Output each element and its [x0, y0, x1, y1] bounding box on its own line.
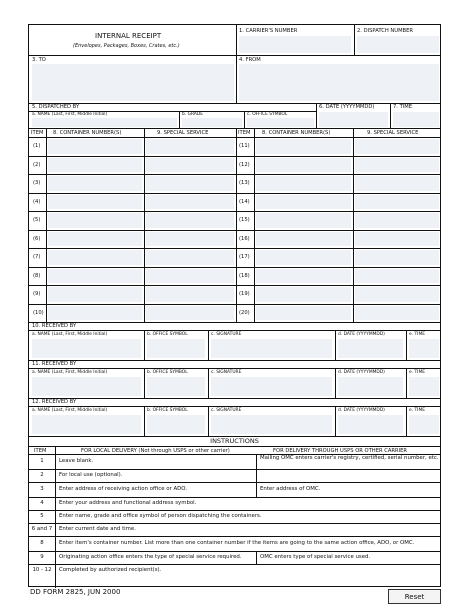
item-number-right: (13) [239, 180, 250, 186]
special-service-field-left[interactable] [146, 232, 234, 247]
item-number-left: (5) [33, 217, 41, 223]
instruction-text: Enter your address and functional address symbol. [59, 500, 197, 507]
special-service-field-left[interactable] [146, 213, 234, 228]
instruction-text: Enter current date and time. [59, 526, 136, 533]
item-number-left: (9) [33, 291, 41, 297]
dispatcher-office-label: c. OFFICE SYMBOL [247, 112, 288, 117]
special-service-field-right[interactable] [355, 195, 439, 210]
receiver-date-label: d. DATE (YYYYMMDD) [338, 408, 385, 413]
dispatcher-name-field[interactable] [32, 118, 177, 127]
instruction-item-number: 5 [40, 513, 44, 520]
container-number-field-left[interactable] [48, 287, 142, 302]
dispatcher-office-field[interactable] [247, 118, 314, 127]
container-number-field-right[interactable] [256, 139, 351, 154]
receiver-name-label: a. NAME (Last, First, Middle Initial) [32, 332, 108, 337]
special-service-field-left[interactable] [146, 269, 234, 284]
instructions-title: INSTRUCTIONS [210, 437, 259, 445]
special-service-field-right[interactable] [355, 306, 439, 321]
reset-button[interactable]: Reset [388, 589, 441, 604]
special-service-field-left[interactable] [146, 176, 234, 191]
container-header-left: 8. CONTAINER NUMBER(S) [53, 130, 122, 136]
instruction-local-text: Enter address of receiving action office or ADO. [59, 486, 188, 493]
date-label: 6. DATE (YYYYMMDD) [319, 104, 375, 110]
container-number-field-left[interactable] [48, 158, 142, 173]
receiver-name-field[interactable] [32, 377, 141, 396]
instruction-item-number: 2 [40, 472, 44, 479]
receiver-time-label: e. TIME [409, 370, 426, 375]
special-service-field-left[interactable] [146, 195, 234, 210]
item-number-left: (7) [33, 254, 41, 260]
item-number-left: (2) [33, 161, 41, 168]
container-number-field-right[interactable] [256, 195, 351, 210]
item-number-left: (3) [33, 180, 41, 186]
to-label: 3. TO [32, 57, 46, 63]
special-service-field-left[interactable] [146, 287, 234, 302]
internal-receipt-form [28, 24, 441, 587]
time-label: 7. TIME [393, 104, 413, 110]
instruction-carrier-text: OMC enters type of special service used. [260, 554, 371, 561]
instruction-text: Completed by authorized recipient(s). [59, 567, 162, 574]
receiver-date-field[interactable] [338, 377, 403, 396]
instruction-carrier-text: Mailing OMC enters carrier's registry, certified, serial number, etc. [260, 455, 439, 461]
container-number-field-right[interactable] [256, 158, 351, 173]
dispatched-by-label: 5. DISPATCHED BY [32, 104, 80, 110]
special-service-field-right[interactable] [355, 232, 439, 247]
instruction-item-number: 9 [40, 554, 44, 561]
receiver-name-field[interactable] [32, 339, 141, 358]
instruction-item-number: 8 [40, 540, 44, 547]
special-service-header-right: 9. SPECIAL SERVICE [367, 130, 419, 136]
instruction-local-text: For local use (optional). [59, 472, 123, 479]
receiver-date-field[interactable] [338, 415, 403, 434]
instruction-local-text: Leave blank. [59, 458, 94, 465]
instruction-item-number: 10 - 12 [32, 567, 52, 574]
from-label: 4. FROM [239, 57, 261, 63]
instructions-local-header: FOR LOCAL DELIVERY (Not through USPS or other carrier) [81, 448, 230, 454]
receiver-time-label: e. TIME [409, 408, 426, 413]
receiver-signature-field[interactable] [211, 377, 332, 396]
receiver-office-symbol-label: b. OFFICE SYMBOL [147, 408, 188, 413]
special-service-field-right[interactable] [355, 139, 439, 154]
receiver-date-label: d. DATE (YYYYMMDD) [338, 370, 385, 375]
from-address-field[interactable] [239, 64, 439, 101]
form-footer: DD FORM 2825, JUN 2000 [30, 588, 121, 596]
special-service-field-right[interactable] [355, 269, 439, 284]
special-service-field-left[interactable] [146, 158, 234, 173]
item-number-right: (11) [239, 143, 250, 149]
carrier-number-label: 1. CARRIER'S NUMBER [239, 28, 298, 34]
container-number-field-left[interactable] [48, 269, 142, 284]
receiver-date-field[interactable] [338, 339, 403, 358]
container-header-right: 8. CONTAINER NUMBER(S) [262, 130, 331, 136]
item-number-right: (18) [239, 272, 250, 279]
dispatcher-grade-field[interactable] [182, 118, 242, 127]
receiver-office-symbol-field[interactable] [147, 415, 205, 434]
container-number-field-right[interactable] [256, 306, 351, 321]
receiver-office-symbol-field[interactable] [147, 377, 205, 396]
received-by-label: 11. RECEIVED BY [32, 361, 77, 367]
special-service-field-left[interactable] [146, 139, 234, 154]
instruction-item-number: 6 and 7 [31, 526, 53, 533]
container-number-field-left[interactable] [48, 232, 142, 247]
instruction-item-number: 3 [40, 486, 44, 493]
receiver-office-symbol-label: b. OFFICE SYMBOL [147, 332, 188, 337]
receiver-time-label: e. TIME [409, 332, 426, 337]
form-subtitle: (Envelopes, Packages, Boxes, Crates, etc.) [73, 43, 180, 49]
receiver-name-label: a. NAME (Last, First, Middle Initial) [32, 408, 108, 413]
special-service-field-right[interactable] [355, 158, 439, 173]
receiver-date-label: d. DATE (YYYYMMDD) [338, 332, 385, 337]
item-number-right: (14) [239, 198, 250, 205]
instruction-text: Enter name, grade and office symbol of person dispatching the containers. [59, 513, 262, 520]
container-number-field-right[interactable] [256, 213, 351, 228]
dispatcher-name-label: a. NAME (Last, First, Middle Initial) [32, 112, 108, 117]
container-number-field-right[interactable] [256, 232, 351, 247]
container-number-field-left[interactable] [48, 250, 142, 265]
dispatch-time-field[interactable] [393, 112, 439, 127]
container-number-field-left[interactable] [48, 176, 142, 191]
receiver-signature-label: c. SIGNATURE [211, 332, 242, 337]
dispatcher-grade-label: b. GRADE [182, 112, 204, 117]
instruction-item-number: 1 [40, 458, 44, 465]
carrier-number-field[interactable] [239, 36, 351, 53]
container-number-field-left[interactable] [48, 306, 142, 321]
item-number-right: (19) [239, 291, 250, 297]
special-service-field-left[interactable] [146, 306, 234, 321]
receiver-signature-field[interactable] [211, 415, 332, 434]
instruction-carrier-text: Enter address of OMC. [260, 486, 321, 493]
dispatch-number-label: 2. DISPATCH NUMBER [357, 28, 413, 34]
container-number-field-left[interactable] [48, 195, 142, 210]
instructions-carrier-header: FOR DELIVERY THROUGH USPS OR OTHER CARRIER [273, 448, 408, 454]
item-number-left: (6) [33, 235, 41, 242]
container-number-field-right[interactable] [256, 287, 351, 302]
to-address-field[interactable] [32, 64, 234, 101]
item-header-right: ITEM [238, 130, 251, 136]
instructions-item-header: ITEM [34, 448, 47, 454]
container-number-field-left[interactable] [48, 139, 142, 154]
receiver-office-symbol-label: b. OFFICE SYMBOL [147, 370, 188, 375]
container-number-field-right[interactable] [256, 176, 351, 191]
item-number-right: (12) [239, 161, 250, 168]
dispatch-date-field[interactable] [319, 112, 388, 127]
receiver-time-field[interactable] [409, 377, 439, 396]
received-by-label: 12. RECEIVED BY [32, 399, 77, 405]
received-by-label: 10. RECEIVED BY [32, 323, 77, 329]
receiver-name-field[interactable] [32, 415, 141, 434]
special-service-field-right[interactable] [355, 213, 439, 228]
special-service-field-right[interactable] [355, 250, 439, 265]
item-number-left: (10) [33, 309, 44, 316]
dispatch-number-field[interactable] [357, 36, 439, 53]
receiver-time-field[interactable] [409, 339, 439, 358]
receiver-signature-field[interactable] [211, 339, 332, 358]
item-number-left: (8) [33, 272, 41, 279]
receiver-office-symbol-field[interactable] [147, 339, 205, 358]
form-title: INTERNAL RECEIPT [95, 32, 162, 40]
receiver-signature-label: c. SIGNATURE [211, 408, 242, 413]
item-number-right: (17) [239, 254, 250, 260]
container-number-field-left[interactable] [48, 213, 142, 228]
receiver-name-label: a. NAME (Last, First, Middle Initial) [32, 370, 108, 375]
receiver-signature-label: c. SIGNATURE [211, 370, 242, 375]
special-service-field-right[interactable] [355, 176, 439, 191]
special-service-field-left[interactable] [146, 250, 234, 265]
special-service-field-right[interactable] [355, 287, 439, 302]
special-service-header-left: 9. SPECIAL SERVICE [157, 130, 209, 136]
item-number-right: (15) [239, 217, 250, 223]
container-number-field-right[interactable] [256, 250, 351, 265]
item-header-left: ITEM [31, 130, 44, 136]
item-number-left: (1) [33, 143, 41, 149]
instruction-text: Enter item's container number. List more than one container number if the items are going to the same action office, ADO, or OMC. [59, 540, 415, 547]
item-number-left: (4) [33, 198, 41, 205]
receiver-time-field[interactable] [409, 415, 439, 434]
instruction-item-number: 4 [40, 500, 44, 507]
container-number-field-right[interactable] [256, 269, 351, 284]
item-number-right: (20) [239, 309, 250, 316]
instruction-local-text: Originating action office enters the type of special service required. [59, 554, 242, 561]
item-number-right: (16) [239, 235, 250, 242]
